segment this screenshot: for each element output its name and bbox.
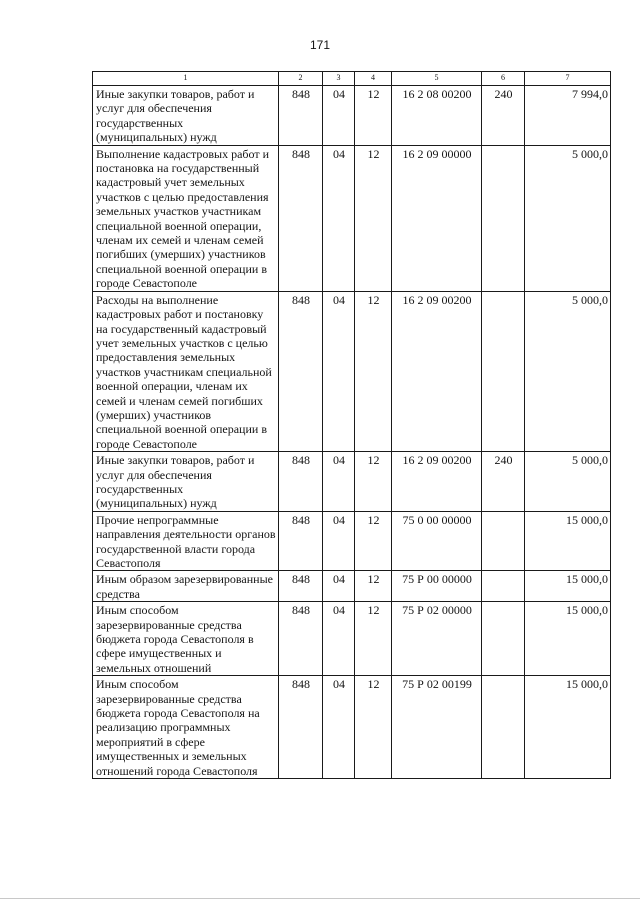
subsection-code: 12 xyxy=(355,86,392,146)
page-number: 171 xyxy=(309,38,331,52)
subsection-code: 12 xyxy=(355,571,392,602)
subsection-code: 12 xyxy=(355,452,392,512)
expense-type-code xyxy=(482,291,525,451)
expense-type-code xyxy=(482,571,525,602)
section-code: 04 xyxy=(323,511,355,571)
table-row xyxy=(93,86,611,146)
department-code: 848 xyxy=(279,291,323,451)
section-code: 04 xyxy=(323,452,355,512)
subsection-code: 12 xyxy=(355,145,392,291)
department-code: 848 xyxy=(279,571,323,602)
item-name: Выполнение кадастровых работ и постановка на государственный кадастровый учет земельных участков с целью предоставления земельных участков участникам специальной военной операции, членам их семей и членам семей погибших (умерших) участников специальной военной операции в городе Севастополе xyxy=(93,145,279,291)
expense-type-code xyxy=(482,676,525,779)
department-code: 848 xyxy=(279,145,323,291)
table-row xyxy=(93,291,611,451)
table-row xyxy=(93,145,611,291)
header-col-2: 2 xyxy=(279,72,323,86)
header-col-7: 7 xyxy=(525,72,611,86)
item-name: Иным способом зарезервированные средства бюджета города Севастополя в сфере имущественных и земельных отношений xyxy=(93,602,279,676)
header-col-6: 6 xyxy=(482,72,525,86)
amount: 5 000,0 xyxy=(525,452,611,512)
amount: 7 994,0 xyxy=(525,86,611,146)
table-row xyxy=(93,511,611,571)
target-article-code: 75 Р 02 00199 xyxy=(392,676,482,779)
page-bottom-edge xyxy=(0,898,640,899)
item-name: Иные закупки товаров, работ и услуг для обеспечения государственных (муниципальных) нужд xyxy=(93,86,279,146)
subsection-code: 12 xyxy=(355,511,392,571)
section-code: 04 xyxy=(323,291,355,451)
amount: 15 000,0 xyxy=(525,602,611,676)
item-name: Иные закупки товаров, работ и услуг для обеспечения государственных (муниципальных) нужд xyxy=(93,452,279,512)
department-code: 848 xyxy=(279,452,323,512)
item-name: Иным способом зарезервированные средства бюджета города Севастополя на реализацию программных мероприятий в сфере имущественных и земельных отношений города Севастополя xyxy=(93,676,279,779)
item-name: Прочие непрограммные направления деятельности органов государственной власти города Севастополя xyxy=(93,511,279,571)
department-code: 848 xyxy=(279,511,323,571)
section-code: 04 xyxy=(323,571,355,602)
budget-table xyxy=(92,71,611,779)
subsection-code: 12 xyxy=(355,291,392,451)
target-article-code: 75 Р 02 00000 xyxy=(392,602,482,676)
section-code: 04 xyxy=(323,676,355,779)
section-code: 04 xyxy=(323,145,355,291)
expense-type-code xyxy=(482,511,525,571)
table-row xyxy=(93,602,611,676)
target-article-code: 16 2 09 00000 xyxy=(392,145,482,291)
section-code: 04 xyxy=(323,602,355,676)
amount: 5 000,0 xyxy=(525,145,611,291)
target-article-code: 16 2 08 00200 xyxy=(392,86,482,146)
expense-type-code: 240 xyxy=(482,86,525,146)
header-col-5: 5 xyxy=(392,72,482,86)
amount: 5 000,0 xyxy=(525,291,611,451)
expense-type-code: 240 xyxy=(482,452,525,512)
subsection-code: 12 xyxy=(355,602,392,676)
amount: 15 000,0 xyxy=(525,571,611,602)
header-col-1: 1 xyxy=(93,72,279,86)
target-article-code: 75 0 00 00000 xyxy=(392,511,482,571)
target-article-code: 75 Р 00 00000 xyxy=(392,571,482,602)
department-code: 848 xyxy=(279,676,323,779)
department-code: 848 xyxy=(279,602,323,676)
target-article-code: 16 2 09 00200 xyxy=(392,291,482,451)
subsection-code: 12 xyxy=(355,676,392,779)
amount: 15 000,0 xyxy=(525,511,611,571)
department-code: 848 xyxy=(279,86,323,146)
item-name: Расходы на выполнение кадастровых работ и постановку на государственный кадастровый учет земельных участков с целью предоставления земельных участков участникам специальной военной операции, членам их семей и членам семей погибших (умерших) участников специальной военной операции в городе Севастополе xyxy=(93,291,279,451)
item-name: Иным образом зарезервированные средства xyxy=(93,571,279,602)
expense-type-code xyxy=(482,602,525,676)
table-row xyxy=(93,676,611,779)
amount: 15 000,0 xyxy=(525,676,611,779)
table-row xyxy=(93,571,611,602)
table-row xyxy=(93,452,611,512)
header-col-3: 3 xyxy=(323,72,355,86)
header-col-4: 4 xyxy=(355,72,392,86)
header-row xyxy=(93,72,611,86)
target-article-code: 16 2 09 00200 xyxy=(392,452,482,512)
section-code: 04 xyxy=(323,86,355,146)
expense-type-code xyxy=(482,145,525,291)
